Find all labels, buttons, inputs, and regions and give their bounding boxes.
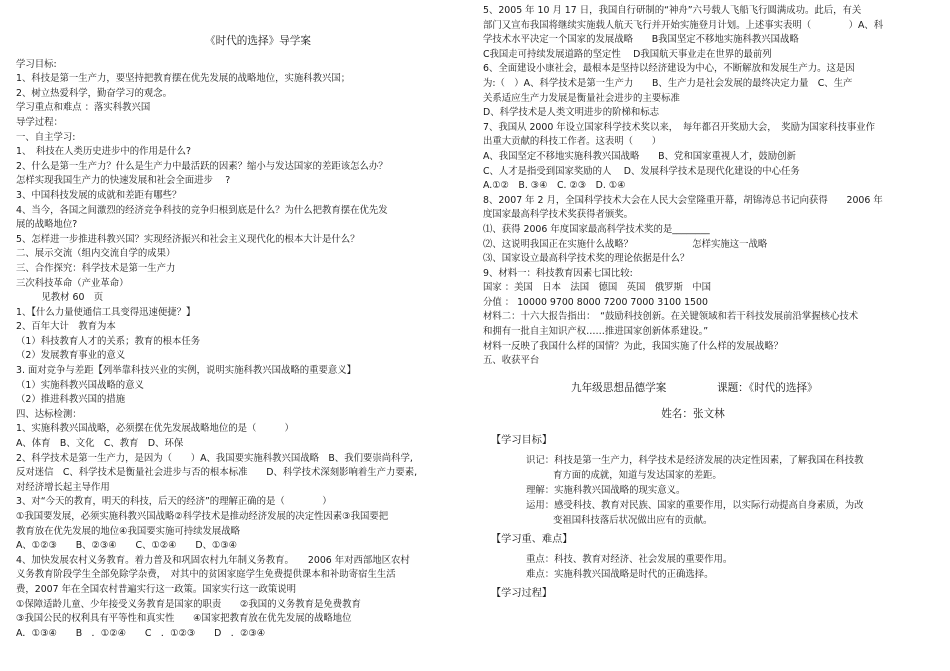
text-line: 6、全面建设小康社会，最根本是坚持以经济建设为中心，不断解放和发展生产力。这是因 (483, 63, 855, 75)
text-line: 3. 面对竞争与差距【列举靠科技兴业的实例，说明实施科教兴国战略的重要意义】 (16, 365, 357, 377)
section-heading-process: 【学习过程】 (491, 587, 553, 599)
text-line: 出重大贡献的科技工作者。这表明（ ） (483, 136, 662, 148)
lesson-plan-header (483, 381, 935, 401)
text-line: 部门又宣布我国将继续实施载人航天飞行并开始实施登月计划。上述事实表明（ ）A、科 (483, 19, 884, 31)
text-line: ⑶、国家设立最高科学技术奖的理论依据是什么？ (483, 253, 690, 265)
goal-line: 识记：科技是第一生产力，科学技术是经济发展的决定性因素，了解我国在科技教 (526, 454, 864, 466)
guide-title: 《时代的选择》导学案 (205, 35, 311, 47)
right-column (483, 0, 935, 606)
text-line: C我国走可持续发展道路的坚定性 D我国航天事业走在世界的最前列 (483, 48, 772, 60)
text-line: 学习目标: (16, 58, 57, 70)
text-line: 反对迷信 C、科学技术是衡量社会进步与否的根本标准 D、科学技术深刻影响着生产力要素, (16, 467, 418, 479)
goal-line: 运用：感受科技、教育对民族、国家的重要作用，以实际行动提高自身素质，为改 (526, 499, 864, 511)
text-line: 四、达标检测： (16, 408, 82, 420)
text-line: 4、当今，各国之间激烈的经济竞争科技的竞争归根到底是什么？为什么把教育摆在优先发 (16, 204, 388, 216)
text-line: 1、 科技在人类历史进步中的作用是什么? (16, 146, 191, 158)
right-body (483, 4, 935, 369)
text-line: 三次科技革命（产业革命） (16, 277, 129, 289)
text-line: 三、合作探究：科学技术是第一生产力 (16, 262, 176, 274)
text-line: ①保障适龄儿童、少年接受义务教育是国家的职责 ②我国的义务教育是免费教育 (16, 598, 361, 610)
text-line: 费，2007 年在全国农村普遍实行这一政策。国家实行这一政策说明 (16, 583, 296, 595)
left-body (16, 58, 460, 642)
text-line: （2）推进科教兴国的措施 (16, 394, 126, 406)
text-line: 材料二：十六大报告指出： “鼓励科技创新。在关键领域和若干科技发展前沿掌握核心技术 (483, 311, 859, 323)
text-line: （1）实施科教兴国战略的意义 (16, 379, 144, 391)
text-line: 1、科技是第一生产力，要坚持把教育摆在优先发展的战略地位，实施科教兴国； (16, 73, 351, 85)
text-line: （2）发展教育事业的意义 (16, 350, 126, 362)
text-line: 关系适应生产力发展是衡量社会进步的主要标准 (483, 92, 680, 104)
goal-line: 育方面的成就，知道与发达国家的差距。 (553, 469, 722, 481)
text-line: 国家 ：美国 日本 法国 德国 英国 俄罗斯 中国 (483, 282, 711, 294)
text-line: 教育放在优先发展的地位④我国要实施可持续发展战略 (16, 525, 241, 537)
text-line: C、人才是指受到国家奖励的人 D、发展科学技术是现代化建设的中心任务 (483, 165, 800, 177)
text-line: 五、收获平台 (483, 355, 540, 367)
text-line: A.①② B. ③④ C. ②③ D. ①④ (483, 180, 626, 192)
text-line: 和拥有一批自主知识产权……推进国家创新体系建设。” (483, 326, 709, 338)
text-line: 2、科学技术是第一生产力，是因为（ ）A、我国要实施科教兴国战略 B、我们要崇尚科学, (16, 452, 413, 464)
text-line: 4、加快发展农村义务教育。着力普及和巩固农村九年制义务教育。 2006 年对西部地区农村 (16, 554, 410, 566)
text-line: 导学过程： (16, 116, 63, 128)
goal-line: 理解：实施科教兴国战略的现实意义。 (526, 484, 686, 496)
text-line: 为:（ ）A、科学技术是第一生产力 B、生产力是社会发展的最终决定力量 C、生产 (483, 77, 853, 89)
text-line: 1、实施科教兴国战略，必须摆在优先发展战略地位的是（ ） (16, 423, 294, 435)
section-heading-key-points: 【学习重、难点】 (491, 533, 573, 545)
text-line: 8、2007 年 2 月，全国科学技术大会在人民大会堂隆重开幕，胡锦涛总书记向获得 2006 年 (483, 194, 883, 206)
text-line: 5、2005 年 10 月 17 日，我国自行研制的“神舟”六号载人飞船飞行圆满成功。此后，有关 (483, 5, 862, 16)
text-line: 学习重点和难点 ：落实科教兴国 (16, 102, 151, 114)
text-line: 7、我国从 2000 年设立国家科学技术奖以来， 每年都召开奖励大会， 奖励为国家科技事业作 (483, 121, 876, 133)
key-point-line: 难点：实施科教兴国战略是时代的正确选择。 (526, 568, 714, 580)
text-line: A、体育 B、文化 C、教育 D、环保 (16, 438, 184, 450)
text-line: 3、对“今天的教育，明天的科技，后天的经济”的理解正确的是（ ） (16, 496, 332, 508)
text-line: 3、中国科技发展的成就和差距有哪些？ (16, 189, 182, 201)
key-point-line: 重点：科技、教育对经济、社会发展的重要作用。 (526, 553, 733, 565)
text-line: 5、怎样进一步推进科教兴国？实现经济振兴和社会主义现代化的根本大计是什么？ (16, 233, 360, 245)
text-line: 二、展示交流（组内交流自学的成果） (16, 248, 176, 260)
text-line: 怎样实现我国生产力的快速发展和社会全面进步 ? (16, 175, 231, 187)
text-line: 分值 ： 10000 9700 8000 7200 7000 3100 1500 (483, 296, 708, 308)
text-line: 2、百年大计 教育为本 (16, 321, 116, 333)
text-line: A、我国坚定不移地实施科教兴国战略 B、党和国家重视人才，鼓励创新 (483, 150, 796, 162)
text-line: ⑵、这说明我国正在实施什么战略？ 怎样实施这一战略 (483, 238, 768, 250)
text-line: 一、自主学习: (16, 131, 76, 143)
section-heading-goals: 【学习目标】 (491, 434, 553, 446)
lesson-plan-topic: 课题：《时代的选择》 (717, 381, 818, 394)
lesson-plan-subject: 九年级思想品德学案 (571, 381, 667, 394)
left-column (16, 0, 460, 641)
text-line: 度国家最高科学技术奖获得者颁奖。 (483, 209, 634, 221)
text-line: 展的战略地位? (16, 219, 78, 231)
goal-line: 变祖国科技落后状况做出应有的贡献。 (553, 514, 713, 526)
text-line: ①我国要发展，必须实施科教兴国战略②科学技术是推动经济发展的决定性因素③我国要把 (16, 511, 389, 522)
text-line: 2、树立热爱科学，勤奋学习的观念。 (16, 87, 172, 99)
text-line: 1、【什么力量使通信工具变得迅速便捷？】 (16, 306, 196, 318)
author-name: 姓名：张文林 (661, 407, 725, 420)
text-line: 材料一反映了我国什么样的国情？为此，我国实施了什么样的发展战略？ (483, 340, 784, 352)
text-line: 2、什么是第一生产力？什么是生产力中最活跃的因素？缩小与发达国家的差距该怎么办？ (16, 160, 388, 172)
text-line: A．①③④ B ．①②④ C ．①②③ D ．②③④ (16, 627, 266, 639)
text-line: 9、材料一：科技教育因素七国比较: (483, 267, 633, 279)
text-line: 见教材 60 页 (32, 292, 104, 304)
text-line: 学技术水平决定一个国家的发展战略 B我国坚定不移地实施科教兴国战略 (483, 34, 799, 46)
text-line: 义务教育阶段学生全部免除学杂费， 对其中的贫困家庭学生免费提供课本和补助寄宿生生活 (16, 569, 396, 581)
text-line: 对经济增长起主导作用 (16, 481, 110, 493)
text-line: （1）科技教育人才的关系；教育的根本任务 (16, 335, 201, 347)
text-line: D、科学技术是人类文明进步的阶梯和标志 (483, 107, 659, 119)
text-line: A、①②③ B、②③④ C、①②④ D、①③④ (16, 540, 238, 552)
text-line: ③我国公民的权利具有平等性和真实性 ④国家把教育放在优先发展的战略地位 (16, 613, 352, 625)
text-line: ⑴、获得 2006 年度国家最高科学技术奖的是________ (483, 223, 710, 235)
